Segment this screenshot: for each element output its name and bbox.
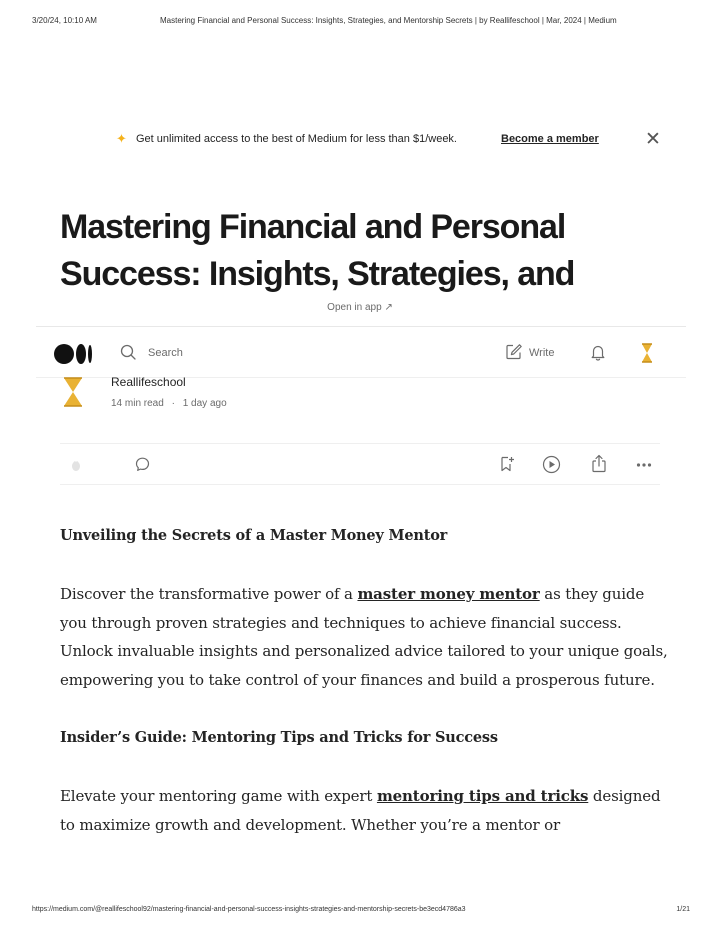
comment-icon[interactable] <box>134 456 151 473</box>
write-icon[interactable] <box>505 343 523 361</box>
more-icon[interactable] <box>635 456 653 474</box>
share-icon[interactable] <box>590 454 608 473</box>
close-icon[interactable]: ✕ <box>645 129 661 150</box>
clap-icon[interactable] <box>68 457 84 473</box>
top-navbar <box>36 326 686 378</box>
paragraph-1 <box>60 580 670 694</box>
save-icon[interactable] <box>498 455 516 473</box>
print-datetime: 3/20/24, 10:10 AM <box>32 16 97 25</box>
read-time: 14 min read <box>111 398 164 409</box>
search-icon[interactable] <box>120 344 136 360</box>
listen-icon[interactable] <box>542 455 561 474</box>
membership-banner <box>0 130 720 150</box>
author-avatar[interactable] <box>58 374 88 410</box>
section-heading-2: Insider’s Guide: Mentoring Tips and Tricks for Success <box>60 729 498 747</box>
mentoring-tips-link[interactable]: mentoring tips and tricks <box>376 787 589 806</box>
page-number: 1/21 <box>676 906 690 913</box>
author-name[interactable]: Reallifeschool <box>111 375 186 389</box>
bell-icon[interactable] <box>589 343 607 361</box>
paragraph-2-text-a: Elevate your mentoring game with expert <box>60 787 377 806</box>
print-url: https://medium.com/@reallifeschool92/mastering-financial-and-personal-success-insights-strategies-and-mentorship-secrets-be3ecd4786a3 <box>32 906 466 913</box>
paragraph-2 <box>60 782 670 839</box>
print-title: Mastering Financial and Personal Success: Insights, Strategies, and Mentorship Secrets | by Reallifeschool | Mar, 2024 | Medium <box>160 16 617 25</box>
article-meta <box>111 398 227 409</box>
article-title-line-1: Mastering Financial and Personal <box>60 208 566 246</box>
sparkle-icon: ✦ <box>116 131 127 146</box>
become-member-link[interactable]: Become a member <box>501 133 599 145</box>
user-avatar[interactable] <box>634 340 660 366</box>
medium-logo[interactable] <box>54 344 94 364</box>
posted-time: 1 day ago <box>182 398 227 409</box>
paragraph-1-text-b: as they guide you through proven strategies and techniques to achieve financial success. Unlock invaluable insights and personalized advice tailored to your unique goals, empowering you to take control of your finances and build a prosperous future. <box>60 585 668 689</box>
article-title <box>60 204 680 298</box>
section-heading-1: Unveiling the Secrets of a Master Money Mentor <box>60 527 448 544</box>
master-money-mentor-link[interactable]: master money mentor <box>357 585 540 603</box>
article-body <box>60 524 670 840</box>
write-button[interactable]: Write <box>529 347 555 359</box>
search-input[interactable]: Search <box>148 347 183 359</box>
paragraph-1-text-a: Discover the transformative power of a <box>60 585 358 603</box>
article-title-line-2: Success: Insights, Strategies, and <box>60 255 575 293</box>
article-action-bar <box>60 443 660 485</box>
banner-text: Get unlimited access to the best of Medium for less than $1/week. <box>136 133 457 145</box>
paragraph-2-text-b: designed to maximize growth and development. Whether you’re a mentor or <box>60 787 661 834</box>
open-in-app-link[interactable]: Open in app ↗ <box>327 302 393 313</box>
meta-separator: · <box>171 398 175 409</box>
